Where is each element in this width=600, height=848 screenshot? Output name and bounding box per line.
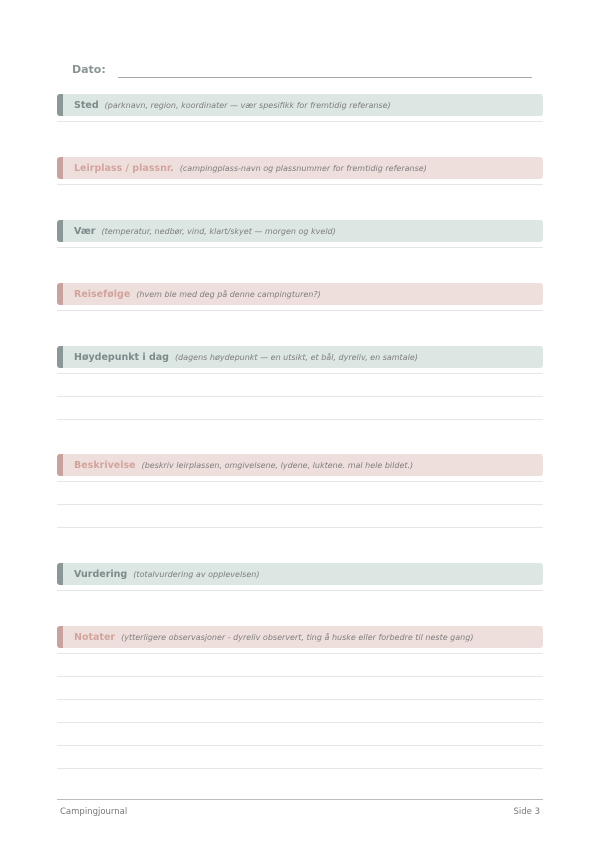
section-vurdering bbox=[57, 563, 543, 591]
footer-divider bbox=[57, 799, 543, 800]
section-notater bbox=[57, 626, 543, 769]
section-hint: (parknavn, region, koordinater — vær spesifikk for fremtidig referanse) bbox=[104, 100, 391, 110]
section-title: Reisefølge bbox=[74, 288, 131, 300]
write-line[interactable] bbox=[57, 396, 543, 397]
section-header bbox=[57, 94, 543, 116]
section-hint: (dagens høydepunkt — en utsikt, et bål, dyreliv, en samtale) bbox=[174, 352, 418, 362]
section-header bbox=[57, 454, 543, 476]
section-header bbox=[57, 283, 543, 305]
section-title: Høydepunkt i dag bbox=[74, 351, 169, 363]
section-sted bbox=[57, 94, 543, 122]
section-title: Notater bbox=[74, 631, 116, 643]
section-hint: (campingplass-navn og plassnummer for fremtidig referanse) bbox=[179, 163, 427, 173]
write-line[interactable] bbox=[57, 310, 543, 311]
section-hint: (totalvurdering av opplevelsen) bbox=[133, 569, 260, 579]
section-title: Beskrivelse bbox=[74, 459, 136, 471]
write-line[interactable] bbox=[57, 768, 543, 769]
write-line[interactable] bbox=[57, 247, 543, 248]
section-header bbox=[57, 346, 543, 368]
write-line[interactable] bbox=[57, 373, 543, 374]
write-line[interactable] bbox=[57, 722, 543, 723]
section-title: Vurdering bbox=[74, 568, 128, 580]
date-row bbox=[72, 62, 532, 80]
write-line[interactable] bbox=[57, 121, 543, 122]
section-header bbox=[57, 626, 543, 648]
section-hoydepunkt bbox=[57, 346, 543, 420]
section-hint: (hvem ble med deg på denne campingturen?) bbox=[136, 289, 321, 299]
section-leirplass bbox=[57, 157, 543, 185]
section-hint: (ytterligere observasjoner - dyreliv observert, ting å huske eller forbedre til neste gang) bbox=[121, 632, 474, 642]
section-header bbox=[57, 563, 543, 585]
date-write-line[interactable] bbox=[118, 77, 532, 78]
section-title: Leirplass / plassnr. bbox=[74, 162, 174, 174]
section-hint: (temperatur, nedbør, vind, klart/skyet — morgen og kveld) bbox=[101, 226, 336, 236]
write-line[interactable] bbox=[57, 676, 543, 677]
write-line[interactable] bbox=[57, 184, 543, 185]
section-title: Vær bbox=[74, 225, 96, 237]
section-beskrivelse bbox=[57, 454, 543, 528]
section-title: Sted bbox=[74, 99, 99, 111]
section-hint: (beskriv leirplassen, omgivelsene, lydene, luktene. mal hele bildet.) bbox=[141, 460, 414, 470]
write-line[interactable] bbox=[57, 419, 543, 420]
section-vaer bbox=[57, 220, 543, 248]
write-line[interactable] bbox=[57, 745, 543, 746]
section-header bbox=[57, 220, 543, 242]
write-line[interactable] bbox=[57, 504, 543, 505]
write-line[interactable] bbox=[57, 699, 543, 700]
section-header bbox=[57, 157, 543, 179]
write-line[interactable] bbox=[57, 527, 543, 528]
footer-journal-name: Campingjournal bbox=[60, 807, 128, 817]
section-reisefolge bbox=[57, 283, 543, 311]
write-line[interactable] bbox=[57, 590, 543, 591]
footer-page-number: Side 3 bbox=[513, 807, 540, 817]
date-label: Dato: bbox=[72, 63, 106, 76]
write-line[interactable] bbox=[57, 653, 543, 654]
write-line[interactable] bbox=[57, 481, 543, 482]
